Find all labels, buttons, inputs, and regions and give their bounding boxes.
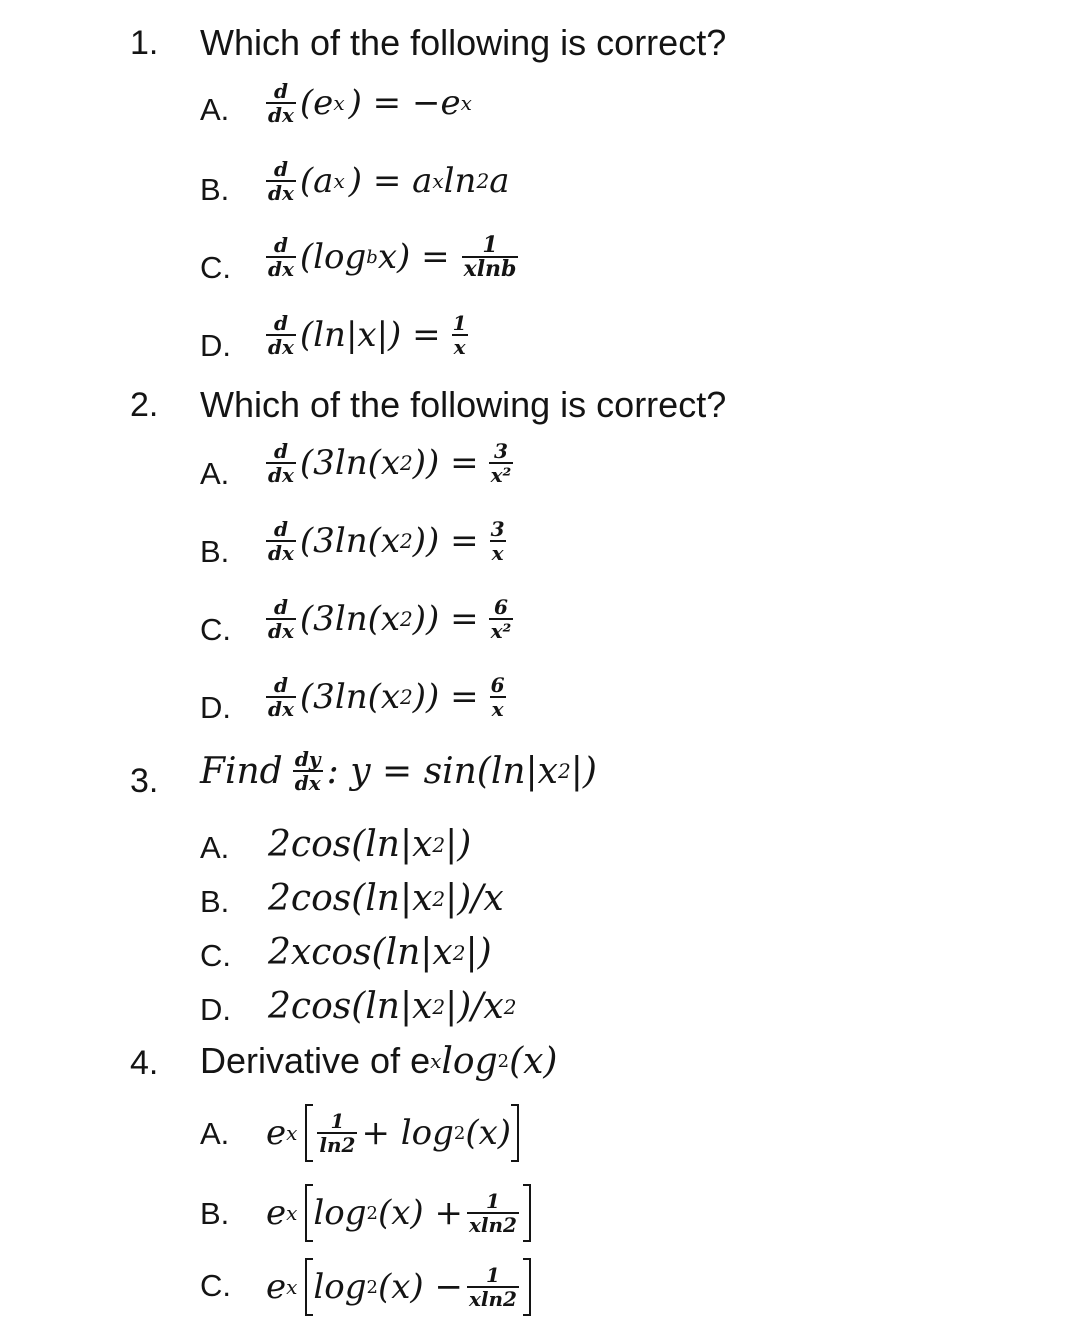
- expr-part: (x) +: [377, 1193, 463, 1233]
- expr-part: )) =: [412, 677, 479, 717]
- expr-sup: x: [430, 1049, 442, 1073]
- option-letter: B.: [200, 172, 230, 207]
- expr-part: )) =: [412, 521, 479, 561]
- expr-part: (3ln(x: [299, 521, 401, 561]
- expr-part: 2cos(ln|x: [268, 824, 433, 865]
- option-2c-expression: [262, 596, 517, 642]
- option-letter: C.: [200, 938, 231, 973]
- expr-part: (3ln(x: [299, 443, 401, 483]
- frac-num: 6: [493, 595, 508, 619]
- frac-den: ln2: [319, 1133, 356, 1157]
- frac-den: dx: [294, 771, 321, 795]
- expr-part: (x): [509, 1040, 558, 1082]
- expr-part: log: [313, 1267, 367, 1307]
- expr-part: 2cos(ln|x: [268, 878, 433, 919]
- option-3c-expression: [268, 932, 492, 973]
- expr-part: )) =: [412, 443, 479, 483]
- frac-num: d: [273, 517, 288, 541]
- expr-sup: 2: [432, 832, 446, 857]
- expr-part: (a: [299, 161, 334, 201]
- expr-part: (e: [299, 83, 334, 123]
- expr-part: |): [465, 932, 492, 973]
- option-letter: A.: [200, 1116, 230, 1151]
- option-letter: D.: [200, 992, 231, 1027]
- frac-den: dx: [268, 335, 294, 359]
- expr-part: |): [445, 824, 472, 865]
- question-number: 4.: [130, 1044, 159, 1082]
- expr-part: (log: [299, 237, 367, 277]
- expr-part: |)/x: [445, 878, 504, 919]
- frac-num: 1: [482, 232, 498, 258]
- option-letter: C.: [200, 1268, 231, 1303]
- expr-part: e: [266, 1113, 287, 1153]
- expr-part: log: [441, 1040, 498, 1082]
- expr-sub: b: [366, 246, 378, 268]
- frac-num: dy: [294, 747, 321, 771]
- question-prompt: [200, 748, 597, 794]
- expr-part: log: [313, 1193, 367, 1233]
- frac-den: xln2: [468, 1287, 517, 1311]
- option-1c-expression: [262, 234, 522, 280]
- expr-part: 2xcos(ln|x: [268, 932, 453, 973]
- expr-sub: 2: [366, 1276, 378, 1298]
- expr-sup: x: [460, 91, 472, 115]
- option-letter: D.: [200, 328, 231, 363]
- frac-num: 6: [490, 673, 505, 697]
- expr-part: e: [266, 1267, 287, 1307]
- frac-num: 3: [490, 517, 505, 541]
- frac-den: xln2: [468, 1213, 517, 1237]
- expr-part: |): [570, 750, 597, 792]
- option-3d-expression: [268, 986, 516, 1027]
- expr-part: : y = sin(ln|x: [326, 750, 558, 792]
- option-letter: A.: [200, 92, 230, 127]
- option-2d-expression: [262, 674, 511, 720]
- question-prompt: Which of the following is correct?: [200, 22, 727, 63]
- expr-sup: x: [286, 1121, 298, 1145]
- option-1d-expression: [262, 312, 473, 358]
- option-letter: A.: [200, 456, 230, 491]
- option-letter: B.: [200, 534, 230, 569]
- question-number: 3.: [130, 762, 159, 800]
- bracket: [305, 1184, 531, 1242]
- expr-sup: 2: [432, 886, 446, 911]
- frac-num: d: [273, 673, 288, 697]
- expr-sub: 2: [453, 1122, 466, 1144]
- option-4b-expression: [266, 1184, 531, 1242]
- expr-sup: x: [333, 91, 345, 115]
- option-1b-expression: [262, 158, 509, 204]
- frac-num: 1: [330, 1109, 345, 1133]
- frac-num: d: [273, 439, 288, 463]
- frac-num: 1: [486, 1263, 500, 1287]
- expr-sup: 2: [400, 529, 413, 553]
- frac-den: xlnb: [463, 256, 517, 282]
- frac-num: d: [273, 311, 288, 335]
- expr-sup: x: [286, 1275, 298, 1299]
- expr-part: 2cos(ln|x: [268, 986, 433, 1027]
- expr-part: (x): [465, 1113, 512, 1153]
- option-letter: B.: [200, 884, 230, 919]
- expr-sup: 2: [476, 169, 490, 193]
- frac-den: x²: [490, 463, 512, 487]
- expr-part: a: [489, 161, 510, 201]
- prompt-word: Find: [200, 750, 283, 792]
- expr-part: )) =: [412, 599, 479, 639]
- expr-part: + log: [361, 1113, 454, 1153]
- expr-part: (3ln(x: [299, 677, 401, 717]
- option-2b-expression: [262, 518, 511, 564]
- expr-part: ln: [443, 161, 477, 201]
- expr-sup: x: [286, 1201, 298, 1225]
- frac-den: dx: [268, 103, 294, 127]
- question-prompt: [200, 1040, 557, 1082]
- option-2a-expression: [262, 440, 517, 486]
- frac-num: 1: [452, 311, 467, 335]
- frac-den: dx: [268, 541, 294, 565]
- frac-den: dx: [268, 257, 294, 281]
- expr-part: ) = a: [348, 161, 433, 201]
- frac-den: dx: [268, 619, 294, 643]
- option-letter: D.: [200, 690, 231, 725]
- frac-den: x: [491, 541, 504, 565]
- option-3a-expression: [268, 824, 471, 865]
- frac-num: d: [273, 157, 288, 181]
- expr-sub: 2: [366, 1202, 378, 1224]
- bracket: [305, 1258, 531, 1316]
- expr-sup: 2: [503, 994, 517, 1019]
- expr-sub: 2: [497, 1050, 510, 1072]
- frac-num: d: [273, 595, 288, 619]
- option-letter: C.: [200, 250, 231, 285]
- option-letter: C.: [200, 612, 231, 647]
- frac-den: x²: [490, 619, 512, 643]
- prompt-text: Derivative of e: [200, 1040, 431, 1081]
- frac-den: dx: [268, 697, 294, 721]
- option-letter: A.: [200, 830, 230, 865]
- question-prompt: Which of the following is correct?: [200, 384, 727, 425]
- expr-part: (x) −: [377, 1267, 463, 1307]
- option-letter: B.: [200, 1196, 230, 1231]
- option-1a-expression: [262, 80, 472, 126]
- option-4c-expression: [266, 1258, 531, 1316]
- option-3b-expression: [268, 878, 504, 919]
- expr-part: |)/x: [445, 986, 504, 1027]
- frac-num: d: [273, 233, 288, 257]
- expr-sup: 2: [400, 451, 413, 475]
- question-number: 2.: [130, 386, 159, 424]
- frac-num: 3: [493, 439, 508, 463]
- frac-den: dx: [268, 463, 294, 487]
- expr-sup: 2: [452, 940, 466, 965]
- expr-part: e: [266, 1193, 287, 1233]
- expr-sup: 2: [432, 994, 446, 1019]
- expr-sup: x: [432, 169, 444, 193]
- expr-sup: 2: [557, 759, 571, 783]
- frac-num: 1: [486, 1189, 500, 1213]
- expr-sup: 2: [400, 685, 413, 709]
- bracket: [305, 1104, 519, 1162]
- question-number: 1.: [130, 24, 159, 62]
- expr-part: x) =: [377, 237, 450, 277]
- frac-num: d: [273, 79, 288, 103]
- frac-den: x: [453, 335, 466, 359]
- expr-part: (3ln(x: [299, 599, 401, 639]
- option-4a-expression: [266, 1104, 519, 1162]
- expr-part: (ln|x|) =: [299, 315, 441, 355]
- expr-sup: x: [333, 169, 345, 193]
- frac-den: x: [491, 697, 504, 721]
- frac-den: dx: [268, 181, 294, 205]
- expr-part: ) = −e: [348, 83, 461, 123]
- expr-sup: 2: [400, 607, 413, 631]
